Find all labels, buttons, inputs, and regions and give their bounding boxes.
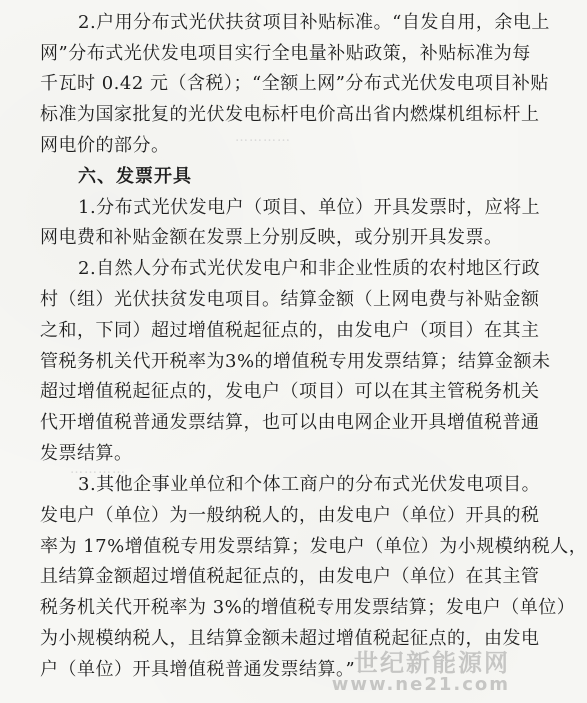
paragraph-line: 发电户（单位）为一般纳税人的，由发电户（单位）开具的税 xyxy=(40,505,540,526)
paragraph-line: 超过增值税起征点的，发电户（项目）可以在其主管税务机关 xyxy=(40,381,540,402)
paragraph-line: 户（单位）开具增值税普通发票结算。” xyxy=(40,659,356,680)
paragraph-line: 村（组）光伏扶贫发电项目。结算金额（上网电费与补贴金额 xyxy=(40,289,540,310)
site-watermark xyxy=(331,648,510,696)
paragraph-line: 2.户用分布式光伏扶贫项目补贴标准。“自发自用，余电上 xyxy=(78,12,550,33)
paragraph-line: 发票结算。 xyxy=(40,443,133,464)
bleed-through-text: ………… xyxy=(235,130,291,145)
paragraph-line: 网”分布式光伏发电项目实行全电量补贴政策，补贴标准为每 xyxy=(40,43,531,64)
paragraph-line: 3.其他企事业单位和个体工商户的分布式光伏发电项目。 xyxy=(78,474,541,495)
paragraph-line: 且结算金额超过增值税起征点的，由发电户（单位）在其主管 xyxy=(40,566,540,587)
paragraph-line: 网电费和补贴金额在发票上分别反映，或分别开具发票。 xyxy=(40,227,503,248)
paragraph-line: 管税务机关代开税率为3%的增值税专用发票结算；结算金额未 xyxy=(40,351,551,372)
paragraph-line: 为小规模纳税人，且结算金额未超过增值税起征点的，由发电 xyxy=(40,628,540,649)
paragraph-line: 代开增值税普通发票结算，也可以由电网企业开具增值税普通 xyxy=(40,412,540,433)
paragraph-line: 税务机关代开税率为 3%的增值税专用发票结算；发电户（单位） xyxy=(40,597,576,618)
paragraph-line: 标准为国家批复的光伏发电标杆电价高出省内燃煤机组标杆上 xyxy=(40,104,540,125)
section-heading: 六、发票开具 xyxy=(78,166,192,187)
paragraph-line: 之和，下同）超过增值税起征点的，由发电户（项目）在其主 xyxy=(40,320,540,341)
paragraph-line: 2.自然人分布式光伏发电户和非企业性质的农村地区行政 xyxy=(78,258,541,279)
watermark-url: www.ne21.com xyxy=(331,674,510,696)
paragraph-line: 网电价的部分。 xyxy=(40,135,170,156)
paragraph-line: 率为 17%增值税专用发票结算；发电户（单位）为小规模纳税人， xyxy=(40,536,587,557)
paragraph-line: 1.分布式光伏发电户（项目、单位）开具发票时，应将上 xyxy=(78,197,541,218)
paragraph-line: 千瓦时 0.42 元（含税）；“全额上网”分布式光伏发电项目补贴 xyxy=(40,73,549,94)
watermark-name: 世纪新能源网 xyxy=(354,648,510,677)
bleed-through-text: ………… xyxy=(70,462,126,477)
